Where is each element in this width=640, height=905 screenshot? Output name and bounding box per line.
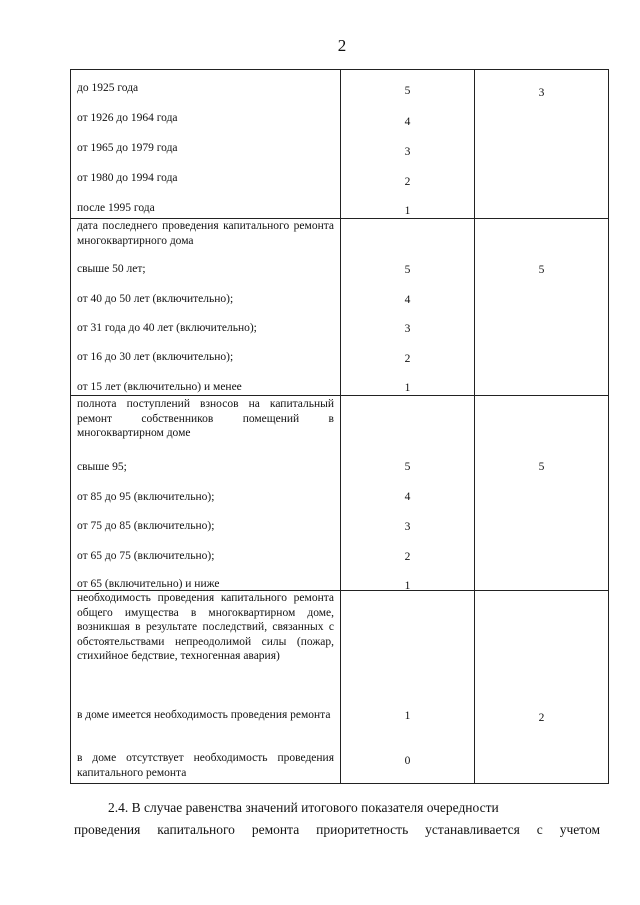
table-row	[71, 70, 609, 219]
table-row	[71, 219, 609, 396]
weight-cell	[475, 219, 609, 396]
weight-cell	[475, 396, 609, 591]
table-row	[71, 396, 609, 591]
option-text: после 1995 года	[77, 202, 155, 214]
weight-value: 5	[538, 264, 545, 276]
score-value: 4	[404, 294, 411, 306]
weight-value: 5	[538, 461, 545, 473]
score-value: 5	[404, 264, 411, 276]
option-text: от 15 лет (включительно) и менее	[77, 381, 242, 393]
score-value: 1	[404, 710, 411, 722]
option-text: от 65 до 75 (включительно);	[77, 550, 215, 562]
criterion-cell	[71, 70, 341, 219]
score-cell	[341, 70, 475, 219]
option-text: от 75 до 85 (включительно);	[77, 520, 215, 532]
criterion-header: полнота поступлений взносов на капитальный ремонт собственников помещений в многоквартирном доме	[77, 398, 334, 439]
option-text: в доме имеется необходимость проведения ремонта	[77, 709, 331, 721]
criterion-header: дата последнего проведения капитального ремонта многоквартирного дома	[77, 220, 334, 247]
score-value: 5	[404, 85, 411, 97]
weight-value: 3	[538, 87, 545, 99]
paragraph-2-4	[74, 797, 600, 841]
score-value: 1	[404, 205, 411, 217]
score-cell	[341, 396, 475, 591]
option-text: до 1925 года	[77, 82, 139, 94]
score-value: 1	[404, 580, 411, 592]
option-text: от 85 до 95 (включительно);	[77, 491, 215, 503]
score-value: 4	[404, 116, 411, 128]
criterion-cell	[71, 396, 341, 591]
criterion-cell	[71, 219, 341, 396]
score-value: 3	[404, 323, 411, 335]
option-text: от 16 до 30 лет (включительно);	[77, 351, 234, 363]
paragraph-line: 2.4. В случае равенства значений итогового показателя очередности	[108, 800, 499, 815]
score-value: 1	[404, 382, 411, 394]
paragraph-line: проведения капитального ремонта приоритетность устанавливается с учетом	[74, 822, 600, 837]
weight-cell	[475, 591, 609, 784]
score-value: 4	[404, 491, 411, 503]
criterion-header: необходимость проведения капитального ремонта общего имущества в многоквартирном доме, возникшая в результате последствий, связанных с обстоятельствами непреодолимой силы (пожар, стихийное бедствие, техногенная авария)	[77, 592, 334, 662]
score-value: 2	[404, 353, 411, 365]
score-value: 3	[404, 521, 411, 533]
score-value: 3	[404, 146, 411, 158]
criteria-table	[70, 69, 609, 784]
option-text: от 1980 до 1994 года	[77, 172, 178, 184]
option-text: от 31 года до 40 лет (включительно);	[77, 322, 257, 334]
option-text: свыше 50 лет;	[77, 263, 146, 275]
score-value: 2	[404, 551, 411, 563]
score-cell	[341, 591, 475, 784]
option-text: от 1965 до 1979 года	[77, 142, 178, 154]
weight-cell	[475, 70, 609, 219]
score-value: 5	[404, 461, 411, 473]
page-number: 2	[337, 36, 347, 55]
score-value: 2	[404, 176, 411, 188]
criterion-cell	[71, 591, 341, 784]
score-cell	[341, 219, 475, 396]
table-row	[71, 591, 609, 784]
weight-value: 2	[538, 712, 545, 724]
option-text: от 65 (включительно) и ниже	[77, 578, 220, 590]
option-text: свыше 95;	[77, 461, 127, 473]
option-text: от 40 до 50 лет (включительно);	[77, 293, 234, 305]
score-value: 0	[404, 755, 411, 767]
option-text: в доме отсутствует необходимость проведения капитального ремонта	[77, 752, 334, 779]
option-text: от 1926 до 1964 года	[77, 112, 178, 124]
